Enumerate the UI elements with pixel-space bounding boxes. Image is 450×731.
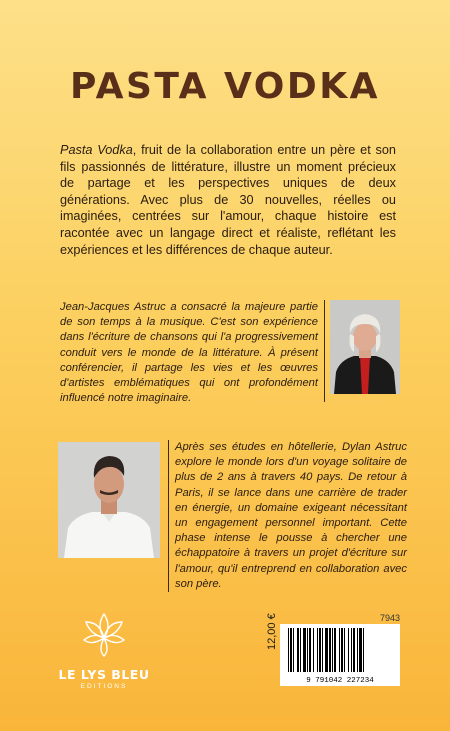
author-bio-jean-jacques: Jean-Jacques Astruc a consacré la majeure partie de son temps à la musique. C'est son expérience dans l'écriture de chansons qui l'a progressivement conduit vers le monde de la littérature. À présent conférencier, il partage les vies et les œuvres d'artistes emblématiques qui ont profondément influencé notre imaginaire. [60, 300, 325, 402]
isbn-number: 9 791042 227234 [306, 677, 374, 685]
publisher-name: LE LYS BLEU [58, 667, 150, 682]
synopsis [60, 142, 396, 258]
publisher-logo [56, 610, 152, 690]
publisher-subtitle: EDITIONS [80, 683, 128, 690]
author-bio-dylan: Après ses études en hôtellerie, Dylan Astruc explore le monde lors d'un voyage solitaire de plus de 2 ans à travers 40 pays. De retour à Paris, il se lance dans une carrière de trader en énergie, un domaine exigeant nécessitant un engagement personnel important. Cette phase intense le pousse à chercher une échappatoire à travers un projet d'écriture sur l'amour, qu'il entreprend en collaboration avec son père. [168, 440, 407, 592]
synopsis-text: , fruit de la collaboration entre un père et son fils passionnés de littérature, illustre un moment précieux de partage et les perspectives uniques de deux générations. Avec plus de 30 nouvelles, réelles ou imaginées, centrées sur l'amour, chaque histoire est racontée avec un langage direct et réaliste, reflétant les expériences et les différences de chaque auteur. [60, 143, 396, 257]
author-photo-jean-jacques [330, 300, 400, 394]
lily-flower-icon [80, 610, 128, 658]
book-code: 7943 [380, 613, 401, 623]
book-title: PASTA VODKA [70, 66, 380, 107]
synopsis-title: Pasta Vodka [60, 143, 133, 157]
author-photo-dylan [58, 442, 160, 558]
barcode-bars [280, 624, 400, 676]
price: 12,00 € [266, 613, 278, 650]
isbn-barcode [280, 624, 400, 686]
